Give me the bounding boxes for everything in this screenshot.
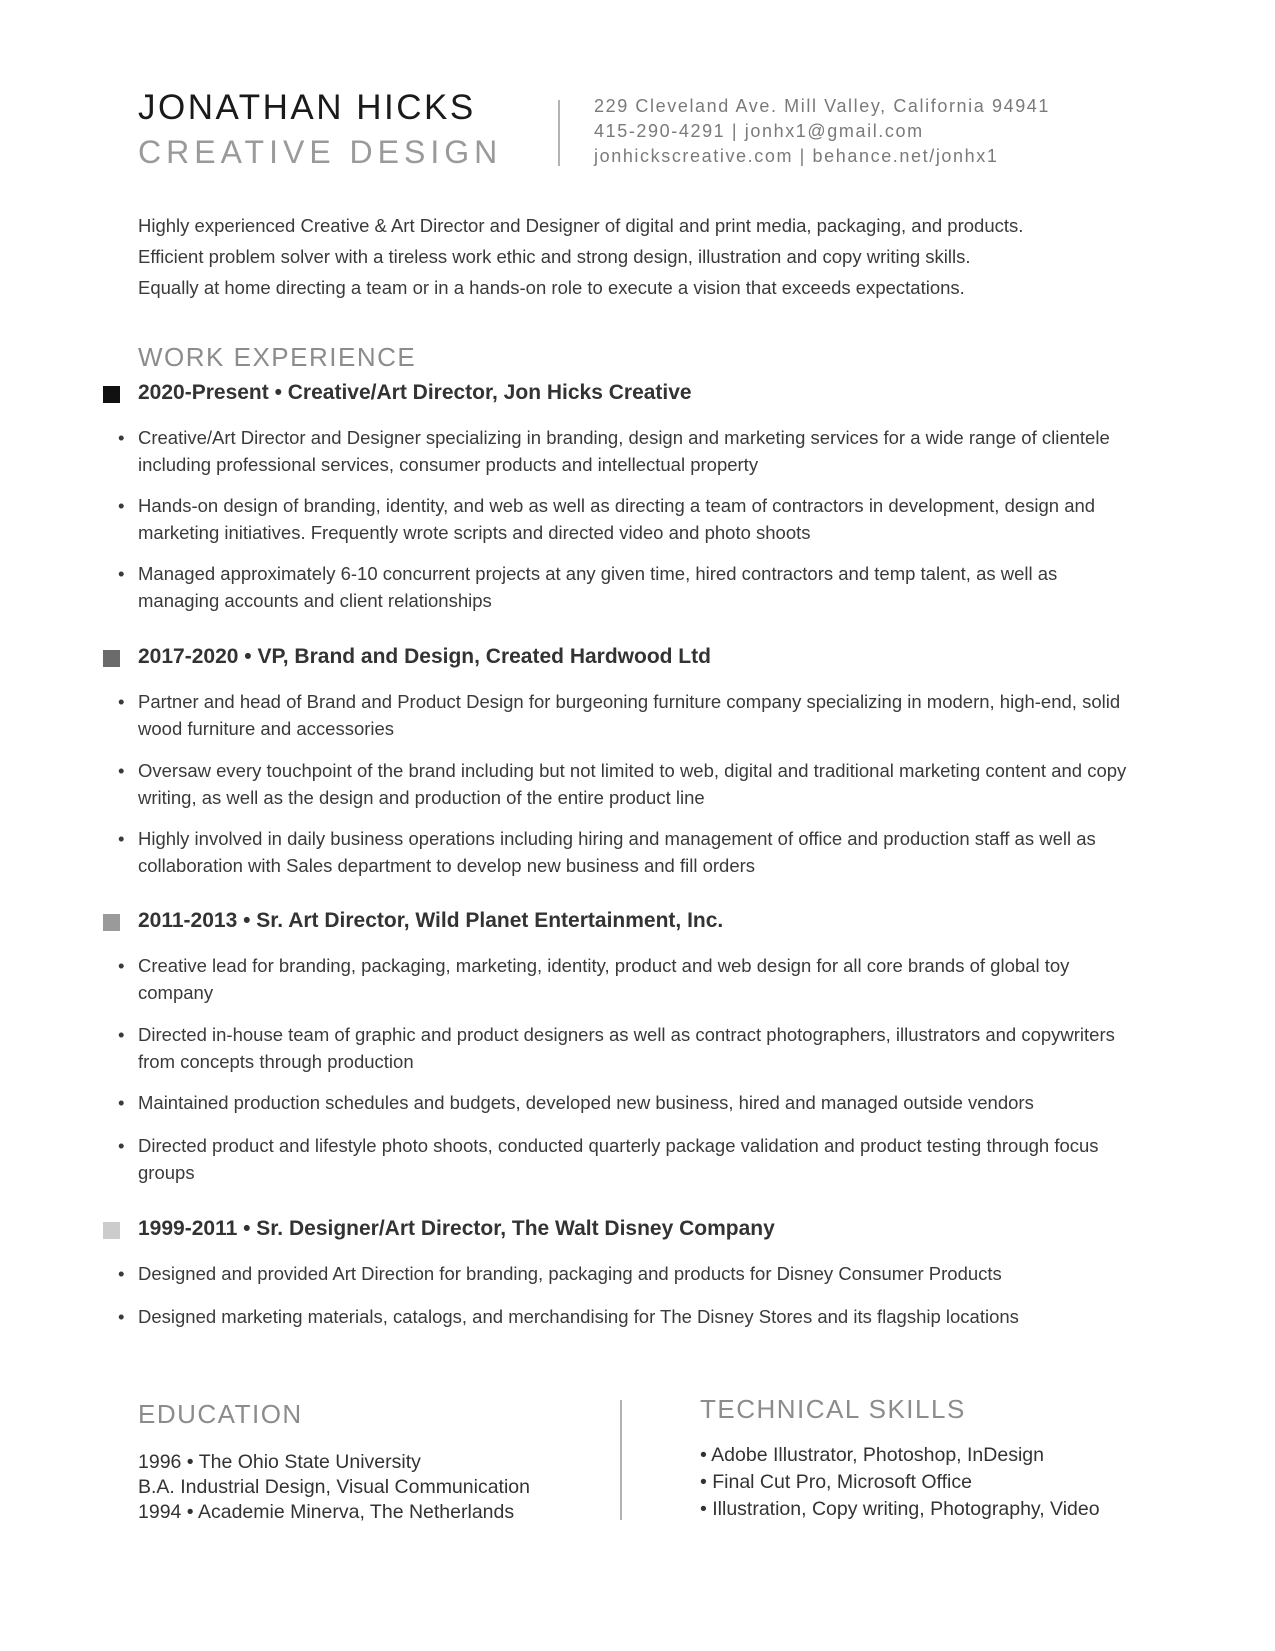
section-title-technical-skills: TECHNICAL SKILLS (700, 1394, 966, 1424)
bullet-dot: • (118, 1306, 125, 1327)
bullet-text: Creative lead for branding, packaging, marketing, identity, product and web design for all core brands of global toy company (138, 955, 1070, 1003)
education-line: B.A. Industrial Design, Visual Communication (138, 1476, 530, 1498)
job-bullet (118, 825, 1138, 879)
job-bullet (118, 1132, 1138, 1186)
job-bullet (118, 688, 1138, 742)
candidate-name: JONATHAN HICKS (138, 88, 476, 127)
bullet-text: Hands-on design of branding, identity, and web as well as directing a team of contractors in development, design and marketing initiatives. Frequently wrote scripts and directed video and photo shoots (138, 495, 1096, 543)
bullet-dot: • (118, 1263, 125, 1284)
summary-line: Equally at home directing a team or in a hands-on role to execute a vision that exceeds expectations. (138, 277, 965, 298)
bullet-text: Creative/Art Director and Designer specializing in branding, design and marketing services for a wide range of clientele including professional services, consumer products and intellectual property (138, 427, 1110, 475)
candidate-subtitle: CREATIVE DESIGN (138, 134, 503, 170)
skill-line: • Adobe Illustrator, Photoshop, InDesign (700, 1444, 1044, 1466)
job-title: 1999-2011 • Sr. Designer/Art Director, The Walt Disney Company (138, 1217, 775, 1240)
contact-websites: jonhickscreative.com | behance.net/jonhx1 (594, 146, 999, 166)
job-bullet (118, 492, 1138, 546)
job-marker (103, 386, 120, 403)
contact-address: 229 Cleveland Ave. Mill Valley, California 94941 (594, 96, 1051, 116)
job-bullet (118, 560, 1138, 614)
job-bullet (118, 1260, 1138, 1287)
bullet-dot: • (118, 495, 125, 516)
skill-line: • Final Cut Pro, Microsoft Office (700, 1471, 972, 1493)
education-line: 1994 • Academie Minerva, The Netherlands (138, 1501, 515, 1523)
job-title: 2017-2020 • VP, Brand and Design, Created Hardwood Ltd (138, 645, 711, 668)
bullet-text: Designed and provided Art Direction for branding, packaging and products for Disney Consumer Products (138, 1263, 1002, 1284)
job-bullet (118, 757, 1138, 811)
bullet-text: Directed in-house team of graphic and product designers as well as contract photographers, illustrators and copywriters from concepts through production (138, 1024, 1115, 1072)
section-title-work-experience: WORK EXPERIENCE (138, 342, 417, 372)
job-bullet (118, 1021, 1138, 1075)
job-title: 2020-Present • Creative/Art Director, Jon Hicks Creative (138, 381, 692, 404)
job-bullet (118, 1089, 1138, 1116)
skill-line: • Illustration, Copy writing, Photography, Video (700, 1498, 1100, 1520)
bullet-dot: • (118, 955, 125, 976)
bullet-text: Designed marketing materials, catalogs, and merchandising for The Disney Stores and its flagship locations (138, 1306, 1019, 1327)
bullet-text: Maintained production schedules and budgets, developed new business, hired and managed outside vendors (138, 1092, 1034, 1113)
bullet-text: Oversaw every touchpoint of the brand including but not limited to web, digital and traditional marketing content and copy writing, as well as the design and production of the entire product line (138, 760, 1127, 808)
job-marker (103, 1222, 120, 1239)
bullet-text: Managed approximately 6-10 concurrent projects at any given time, hired contractors and temp talent, as well as managing accounts and client relationships (138, 563, 1058, 611)
bullet-text: Partner and head of Brand and Product Design for burgeoning furniture company specializing in modern, high-end, solid wood furniture and accessories (138, 691, 1121, 739)
bullet-dot: • (118, 427, 125, 448)
bullet-dot: • (118, 1024, 125, 1045)
job-marker (103, 650, 120, 667)
job-bullet (118, 424, 1138, 478)
summary-line: Highly experienced Creative & Art Director and Designer of digital and print media, packaging, and products. (138, 215, 1024, 236)
section-title-education: EDUCATION (138, 1399, 303, 1429)
header-divider (558, 100, 560, 166)
bullet-dot: • (118, 828, 125, 849)
bullet-text: Highly involved in daily business operations including hiring and management of office and production staff as well as collaboration with Sales department to develop new business and fill orders (138, 828, 1096, 876)
education-line: 1996 • The Ohio State University (138, 1451, 421, 1473)
job-bullet (118, 952, 1138, 1006)
bullet-dot: • (118, 760, 125, 781)
bullet-dot: • (118, 563, 125, 584)
contact-phone-email: 415-290-4291 | jonhx1@gmail.com (594, 121, 924, 141)
bullet-text: Directed product and lifestyle photo shoots, conducted quarterly package validation and product testing through focus groups (138, 1135, 1099, 1183)
job-marker (103, 914, 120, 931)
bullet-dot: • (118, 691, 125, 712)
job-bullet (118, 1303, 1138, 1330)
bullet-dot: • (118, 1135, 125, 1156)
summary-line: Efficient problem solver with a tireless work ethic and strong design, illustration and copy writing skills. (138, 246, 971, 267)
bullet-dot: • (118, 1092, 125, 1113)
job-title: 2011-2013 • Sr. Art Director, Wild Planet Entertainment, Inc. (138, 909, 724, 932)
section-divider (620, 1400, 622, 1520)
